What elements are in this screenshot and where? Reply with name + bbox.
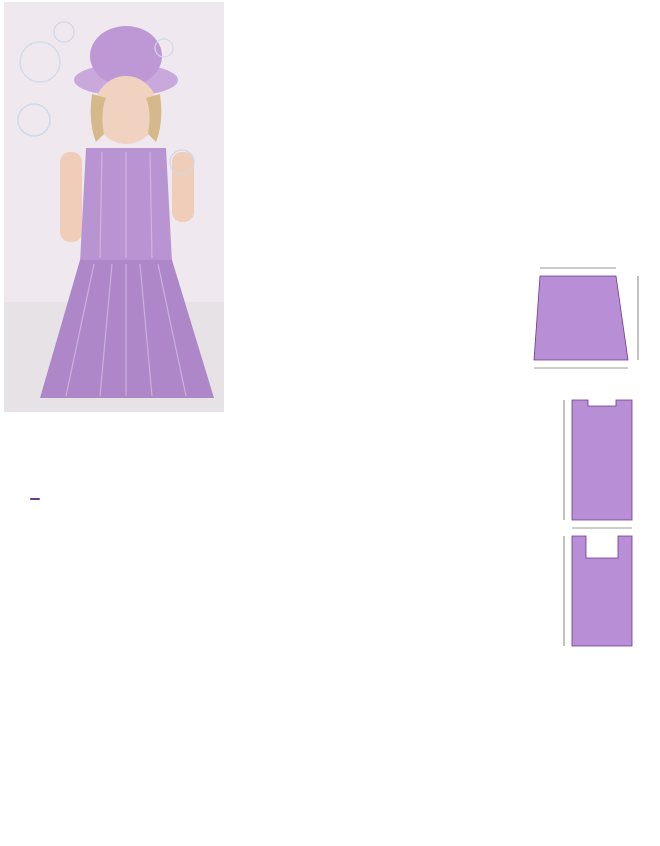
materials-block — [30, 493, 220, 512]
size-block — [30, 462, 220, 472]
main-pattern-chart — [470, 668, 656, 840]
skirt-pattern-chart — [232, 276, 482, 841]
garment-schematics — [520, 258, 656, 650]
photo-illustration — [4, 2, 224, 412]
skirt-shape — [534, 276, 628, 360]
front-shape — [572, 536, 632, 646]
back-shape — [572, 400, 632, 520]
model-photo — [4, 2, 224, 412]
materials-tag — [30, 498, 40, 500]
